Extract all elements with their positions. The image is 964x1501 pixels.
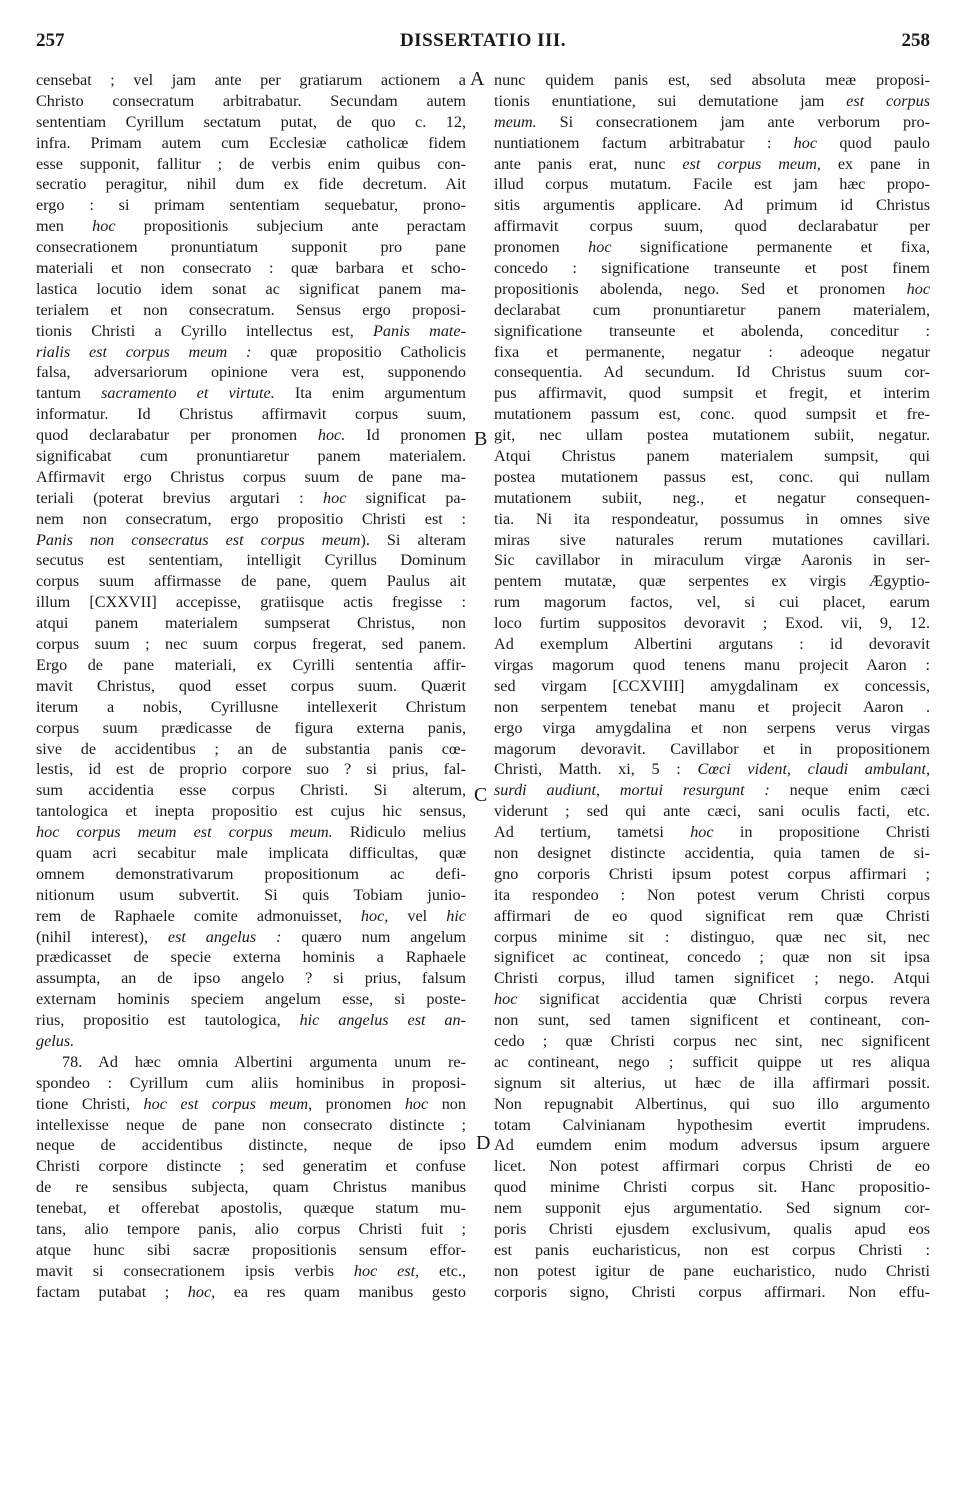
line-text: sed virgam [CCXVIII] amygdalinam ex concessis, [494, 676, 930, 695]
text-line [494, 404, 930, 425]
text-line [36, 112, 466, 133]
line-text: non [428, 1094, 466, 1113]
text-line [36, 1031, 466, 1052]
text-line [494, 425, 930, 446]
italic-text: meum. [494, 112, 537, 131]
line-text: spondeo : Cyrillum cum aliis hominibus in proposi- [36, 1073, 466, 1092]
line-text: nuntiationem factum arbitrabatur : [494, 133, 794, 152]
text-line [494, 864, 930, 885]
text-line [494, 1135, 930, 1156]
line-text: affirmavit corpus suum, quod declarabatur per [494, 217, 930, 236]
line-text: mutationem passum est, conc. quod sumpsit et fre- [494, 405, 930, 424]
line-text: non designet distincte accidentia, quia tamen de si- [494, 843, 930, 862]
line-text: vel [388, 906, 447, 925]
text-line [494, 300, 930, 321]
text-line [36, 718, 466, 739]
text-line [36, 739, 466, 760]
italic-text: surdi audiunt, mortui resurgunt : [494, 781, 770, 800]
text-line [494, 697, 930, 718]
text-line [494, 216, 930, 237]
text-line [494, 174, 930, 195]
text-line [36, 1219, 466, 1240]
italic-text: sacramento et virtute. [101, 384, 275, 403]
text-line [494, 467, 930, 488]
text-line [494, 342, 930, 363]
line-text: factam putabat ; [36, 1282, 188, 1301]
text-line [36, 467, 466, 488]
italic-text: hoc. [317, 426, 346, 445]
text-line [494, 759, 930, 780]
line-text: omnem demonstrativarum propositionum ac defi- [36, 864, 466, 883]
italic-text: Panis mate- [373, 321, 466, 340]
text-line [36, 1261, 466, 1282]
line-text: quæ propositio Catholicis [251, 342, 466, 361]
line-text: infra. Primam autem cum Ecclesiæ catholicæ fidem [36, 133, 466, 152]
line-text: Christi corpore distincte ; sed generatim et confuse [36, 1157, 466, 1176]
text-line [36, 300, 466, 321]
line-text: git, nec ullam postea mutationem subiit, negatur. [494, 426, 930, 445]
text-line [36, 258, 466, 279]
line-text: illum [CXXVII] accepisse, gratiisque actis fregisse : [36, 593, 466, 612]
text-line [36, 154, 466, 175]
page-number-right: 258 [901, 30, 930, 51]
text-line [36, 906, 466, 927]
text-line [494, 91, 930, 112]
italic-text: hoc, [187, 1282, 216, 1301]
line-text: iterum a nobis, Cyrillusne intellexerit Christum [36, 697, 466, 716]
line-text: tione Christi, [36, 1094, 144, 1113]
line-text: materiali et non consecrato : quæ barbara et scho- [36, 259, 466, 278]
line-text: Christo consecratum arbitrabatur. Secundam autem [36, 91, 466, 110]
line-text: ita respondeo : Non potest verum Christi corpus [494, 885, 930, 904]
italic-text: hoc [793, 133, 818, 152]
line-text: mavit Christus, quod esset corpus suum. Quærit [36, 676, 466, 695]
italic-text: hoc [404, 1094, 429, 1113]
text-line [494, 1177, 930, 1198]
line-text: assumpta, an de ipso angelo ? si prius, falsum [36, 969, 466, 988]
page-number-left: 257 [36, 30, 65, 51]
text-line [494, 133, 930, 154]
line-text: falsa, adversariorum opinione vera est, supponendo [36, 363, 466, 382]
text-line [494, 927, 930, 948]
text-line [36, 362, 466, 383]
text-line [36, 1177, 466, 1198]
text-line [36, 70, 466, 91]
line-text: Sic cavillabor in miraculum virgæ Aaronis in ser- [494, 551, 930, 570]
text-line [494, 801, 930, 822]
text-line [36, 1052, 466, 1073]
text-line [494, 258, 930, 279]
text-line [36, 927, 466, 948]
text-line [36, 822, 466, 843]
line-text: nunc quidem panis est, sed absoluta meæ proposi- [494, 71, 930, 89]
line-text: significat accidentia quæ Christi corpus revera [517, 990, 930, 1009]
text-line [494, 676, 930, 697]
line-text: in propositione Christi [713, 823, 930, 842]
line-text: rius, propositio est tautologica, [36, 1011, 300, 1030]
line-text: signum sit alterius, ut hæc de illa affirmari possit. [494, 1073, 930, 1092]
line-text: totam Calvinianam hypothesim evertit imprudens. [494, 1115, 930, 1134]
italic-text: est corpus meum, [682, 154, 821, 173]
text-line [36, 1156, 466, 1177]
text-line [36, 509, 466, 530]
text-line [36, 571, 466, 592]
text-line [494, 1010, 930, 1031]
text-line [494, 613, 930, 634]
line-text: lestis, id est de proprio corpore suo ? si prius, fal- [36, 760, 466, 779]
text-line [494, 780, 930, 801]
line-text: Ita enim argumentum [274, 384, 467, 403]
line-text: 78. Ad hæc omnia Albertini argumenta unum re- [62, 1052, 466, 1071]
italic-text: hoc [494, 990, 518, 1009]
text-line [36, 321, 466, 342]
line-text: lastica locutio idem sonat ac significat panem ma- [36, 279, 466, 298]
text-line [36, 530, 466, 551]
text-line [36, 133, 466, 154]
italic-text: hoc est corpus meum, [143, 1094, 313, 1113]
line-text: atque hunc sibi sacræ propositionis sensum effor- [36, 1240, 466, 1259]
italic-text: hic angelus est an- [299, 1011, 466, 1030]
italic-text: hoc, [360, 906, 389, 925]
margin-marker-d: D [476, 1132, 491, 1154]
line-text: sum accidentia esse corpus Christi. Si alterum, [36, 781, 466, 800]
line-text: teriali (poterat brevius argutari : [36, 488, 324, 507]
text-line [494, 592, 930, 613]
italic-text: Cœci vident, claudi ambulant, [697, 760, 930, 779]
text-line [36, 780, 466, 801]
line-text: miras sive naturales rerum mutationes cavillari. [494, 530, 930, 549]
line-text: ergo : si primam sententiam sequebatur, prono- [36, 196, 466, 215]
text-line [36, 1135, 466, 1156]
text-line [494, 195, 930, 216]
text-line [36, 425, 466, 446]
line-text: postea mutationem passus est, conc. qui nullam [494, 467, 930, 486]
line-text: non sunt, sed tamen significent et contineant, con- [494, 1011, 930, 1030]
line-text: corpus suum affirmasse de pane, quem Paulus ait [36, 572, 466, 591]
line-text: sententiam Cyrillum sectatum putat, de quo c. 12, [36, 112, 466, 131]
line-text: non serpentem tenebat manu et projecit Aaron . [494, 697, 930, 716]
line-text: Christi corpus, illud tamen significet ; nego. Atqui [494, 969, 930, 988]
text-line [36, 1094, 466, 1115]
text-line [36, 697, 466, 718]
text-line [494, 362, 930, 383]
line-text: Id pronomen [345, 426, 466, 445]
line-text: nem supponit ejus argumentatio. Sed signum cor- [494, 1199, 930, 1218]
italic-text: est angelus : [167, 927, 282, 946]
text-line [494, 446, 930, 467]
line-text: tenebat, et offerebat apostolis, quæque statum mu- [36, 1199, 466, 1218]
text-line [494, 968, 930, 989]
text-line [494, 1031, 930, 1052]
line-text: (nihil interest), [36, 927, 168, 946]
right-column [494, 70, 930, 1303]
margin-marker-c: C [474, 784, 488, 806]
line-text: tionis enuntiatione, sui demutatione jam [494, 91, 847, 110]
line-text: pus affirmavit, quod sumpsit et fregit, et interim [494, 384, 930, 403]
line-text: nitionum usum subvertit. Si quis Tobiam junio- [36, 885, 466, 904]
text-line [36, 91, 466, 112]
line-text: sitis argumentis applicare. Ad primum id Christus [494, 196, 930, 215]
line-text: quod declarabatur per pronomen [36, 426, 318, 445]
line-text: significatione transeunte et abolenda, conceditur : [494, 321, 930, 340]
text-line [494, 530, 930, 551]
line-text: esse supponit, fallitur ; de verbis enim quibus con- [36, 154, 466, 173]
text-line [36, 216, 466, 237]
italic-text: hoc [588, 238, 612, 257]
line-text: significatione permanente et fixa, [611, 238, 930, 257]
text-line [36, 1282, 466, 1303]
line-text: tans, alio tempore panis, alio corpus Christi fuit ; [36, 1219, 466, 1238]
line-text: Non repugnabit Albertinus, qui suo illo argumento [494, 1094, 930, 1113]
text-line [494, 885, 930, 906]
italic-text: hic [446, 906, 466, 925]
italic-text: hoc corpus meum est corpus meum. [36, 823, 333, 842]
line-text: Si consecrationem jam ante verborum pro- [536, 112, 930, 131]
line-text: prædicasset de specie externa hominis a Raphaele [36, 948, 466, 967]
line-text: tantum [36, 384, 102, 403]
text-line [494, 655, 930, 676]
line-text: tia. Ni ita respondeatur, possumus in omnes sive [494, 509, 930, 528]
italic-text: gelus. [36, 1031, 75, 1050]
line-text: virgas magorum quod tenens manu projecit Aaron : [494, 655, 930, 674]
line-text: cedo ; quæ Christi corpus nec sint, nec significent [494, 1031, 930, 1050]
line-text: est panis eucharisticus, non est corpus Christi : [494, 1240, 930, 1259]
line-text: Ridiculo melius [332, 823, 467, 842]
text-line [494, 70, 930, 91]
text-line [494, 1261, 930, 1282]
line-text: Christi, Matth. xi, 5 : [494, 760, 698, 779]
line-text: censebat ; vel jam ante per gratiarum actionem a [36, 71, 466, 89]
line-text: secutus est sententiam, intelligit Cyrillus Dominum [36, 551, 466, 570]
line-text: magorum devoravit. Cavillabor et in propositionem [494, 739, 930, 758]
text-line [36, 801, 466, 822]
text-line [36, 1073, 466, 1094]
line-text: tionis Christi a Cyrillo intellectus est, [36, 321, 374, 340]
italic-text: hoc [906, 279, 930, 298]
line-text: rem de Raphaele comite admonuisset, [36, 906, 361, 925]
text-line [36, 634, 466, 655]
line-text: de re sensibus subjecta, quam Christus manibus [36, 1178, 466, 1197]
text-line [494, 571, 930, 592]
text-line [494, 947, 930, 968]
line-text: propositionis subjecium ante peractam [115, 217, 466, 236]
line-text: Atqui Christus panem materialem sumpsit, qui [494, 447, 930, 466]
line-text: corpus suum ; nec suum corpus fregerat, sed panem. [36, 635, 466, 654]
text-line [36, 885, 466, 906]
line-text: etc., [419, 1261, 466, 1280]
line-text: loco furtim suppositos devoravit ; Exod. vii, 9, 12. [494, 614, 930, 633]
text-line [494, 279, 930, 300]
line-text: illud corpus mutatum. Facile est jam hæc propo- [494, 175, 930, 194]
text-line [494, 488, 930, 509]
text-line [36, 655, 466, 676]
line-text: Ad tertium, tametsi [494, 823, 691, 842]
italic-text: hoc [92, 217, 116, 236]
line-text: significat pa- [346, 488, 466, 507]
line-text: men [36, 217, 93, 236]
text-line [36, 488, 466, 509]
line-text: pentem mutatæ, quæ serpentes ex virgis Ægyptio- [494, 572, 930, 591]
line-text: ante panis erat, nunc [494, 154, 683, 173]
line-text: quam acri secabitur male implicata difficultas, quæ [36, 843, 466, 862]
line-text: Ad exemplum Albertini argutans : id devoravit [494, 635, 930, 654]
text-line [36, 1198, 466, 1219]
line-text: atqui panem materialem sumpserat Christus, non [36, 614, 466, 633]
text-line [494, 321, 930, 342]
line-text: intellexisse neque de pane non consecrato distincte ; [36, 1115, 466, 1134]
text-line [36, 864, 466, 885]
line-text: mutationem subiit, neg., et negatur consequen- [494, 488, 930, 507]
text-line [36, 1240, 466, 1261]
line-text: ex pane in [820, 154, 930, 173]
line-text: consequentia. Ad secundum. Id Christus suum cor- [494, 363, 930, 382]
line-text: quod minime Christi corpus sit. Hanc propositio- [494, 1178, 930, 1197]
text-line [494, 154, 930, 175]
line-text: quod paulo [817, 133, 930, 152]
text-line [36, 1010, 466, 1031]
text-line [494, 822, 930, 843]
italic-text: est corpus [846, 91, 931, 110]
text-line [36, 195, 466, 216]
text-line [36, 237, 466, 258]
line-text: consecrationem pronuntiatum supponit pro pane [36, 238, 466, 257]
line-text: tantologica et inepta propositio est cujus hic sensus, [36, 802, 466, 821]
line-text: pronomen [312, 1094, 405, 1113]
text-line [494, 906, 930, 927]
line-text: fixa et permanente, negatur : adeoque negatur [494, 342, 930, 361]
text-line [36, 404, 466, 425]
text-line [494, 634, 930, 655]
line-text: propositionis abolenda, nego. Sed et pronomen [494, 279, 907, 298]
text-line [36, 613, 466, 634]
text-line [36, 947, 466, 968]
text-line [494, 1094, 930, 1115]
text-line [36, 759, 466, 780]
text-line [36, 592, 466, 613]
line-text: licet. Non potest affirmari corpus Christi de eo [494, 1157, 930, 1176]
text-line [36, 383, 466, 404]
text-line [494, 1156, 930, 1177]
margin-marker-b: B [474, 428, 488, 450]
text-line [494, 718, 930, 739]
italic-text: hoc [323, 488, 347, 507]
italic-text: hoc [690, 823, 714, 842]
line-text: pronomen [494, 238, 589, 257]
text-line [494, 550, 930, 571]
text-line [494, 509, 930, 530]
running-title: DISSERTATIO III. [399, 30, 567, 51]
text-line [494, 112, 930, 133]
text-line [494, 237, 930, 258]
text-line [36, 279, 466, 300]
text-line [494, 1282, 930, 1303]
line-text: poris Christi ejusdem exclusivum, qualis apud eos [494, 1219, 930, 1238]
line-text: rum magorum factos, vel, si cui placet, earum [494, 593, 930, 612]
line-text: gno corporis Christi ipsum potest corpus affirmari ; [494, 864, 930, 883]
line-text: ea res quam manibus gesto [215, 1282, 467, 1301]
text-line [494, 1240, 930, 1261]
text-line [36, 676, 466, 697]
left-column [36, 70, 466, 1303]
line-text: secratio peragitur, nihil dum ex fide decretum. Ait [36, 175, 466, 194]
line-text: externam hominis speciem angelum esse, si poste- [36, 990, 466, 1009]
line-text: corporis signo, Christi corpus affirmari. Non effu- [494, 1282, 930, 1301]
text-line [494, 1115, 930, 1136]
margin-marker-a: A [470, 68, 485, 90]
text-line [494, 1052, 930, 1073]
line-text: neque enim cæci [769, 781, 930, 800]
line-text: corpus suum prædicasse de figura externa panis, [36, 718, 466, 737]
line-text: sive de accidentibus ; an de substantia panis cœ- [36, 739, 466, 758]
line-text: corpus minime sit : distinguo, quæ nec sit, nec [494, 927, 930, 946]
text-line [36, 174, 466, 195]
text-line [36, 550, 466, 571]
text-line [36, 1115, 466, 1136]
text-line [494, 1073, 930, 1094]
line-text: significet ac contineat, concedo ; quæ non sit ipsa [494, 948, 930, 967]
text-line [494, 739, 930, 760]
line-text: informatur. Id Christus affirmavit corpus suum, [36, 405, 466, 424]
text-line [494, 989, 930, 1010]
text-line [494, 1219, 930, 1240]
line-text: concedo : significatione transeunte et post finem [494, 259, 930, 278]
italic-text: rialis est corpus meum : [36, 342, 252, 361]
line-text: affirmari de eo quod significat rem quæ Christi [494, 906, 930, 925]
line-text: ). Si alteram [360, 530, 467, 549]
italic-text: Panis non consecratus est corpus meum [36, 530, 361, 549]
text-line [36, 342, 466, 363]
line-text: neque de accidentibus distincte, neque de ipso [36, 1136, 466, 1155]
text-line [36, 843, 466, 864]
text-line [36, 989, 466, 1010]
line-text: Affirmavit ergo Christus corpus suum de pane ma- [36, 467, 466, 486]
line-text: ergo virga amygdalina et non serpens verus virgas [494, 718, 930, 737]
italic-text: hoc est, [353, 1261, 420, 1280]
line-text: quæro num angelum [281, 927, 466, 946]
line-text: viderunt ; sed qui ante cæci, sani oculis facti, etc. [494, 802, 930, 821]
line-text: declarabat cum pronuntiaretur panem materialem, [494, 300, 930, 319]
line-text: significabat cum pronuntiaretur panem materialem. [36, 447, 466, 466]
line-text: non potest igitur de pane eucharistico, nudo Christi [494, 1261, 930, 1280]
text-line [494, 383, 930, 404]
text-line [36, 968, 466, 989]
line-text: mavit si consecrationem ipsis verbis [36, 1261, 354, 1280]
text-line [494, 843, 930, 864]
line-text: nem non consecratum, ergo propositio Christi est : [36, 509, 466, 528]
line-text: terialem et non consecratum. Sensus ergo proposi- [36, 300, 466, 319]
line-text: ac contineant, nego ; sufficit quippe ut res aliqua [494, 1052, 930, 1071]
line-text: Ad eumdem enim modum adversus ipsum arguere [494, 1136, 930, 1155]
text-line [494, 1198, 930, 1219]
line-text: Ergo de pane materiali, ex Cyrilli sententia affir- [36, 655, 466, 674]
page-header [36, 30, 930, 60]
text-line [36, 446, 466, 467]
